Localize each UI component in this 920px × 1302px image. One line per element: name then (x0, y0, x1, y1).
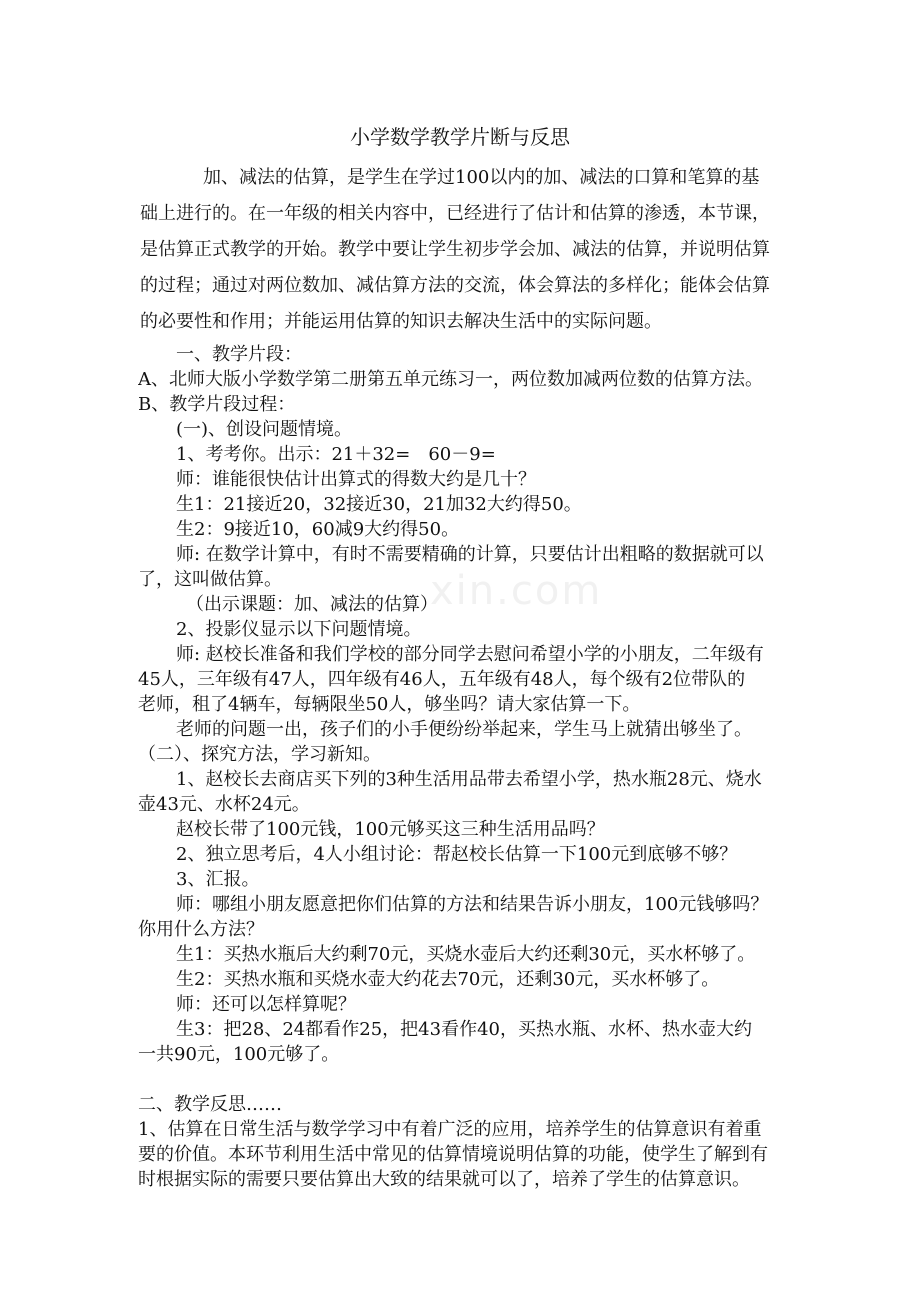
body-line: 生3：把28、24都看作25，把43看作40，买热水瓶、水杯、热水壶大约 (176, 1019, 752, 1040)
body-line: 师：谁能很快估计出算式的得数大约是几十？ (176, 469, 536, 490)
document-title: 小学数学教学片断与反思 (350, 125, 570, 149)
body-line: 师：还可以怎样算呢？ (176, 994, 356, 1015)
body-line: 老师的问题一出，孩子们的小手便纷纷举起来，学生马上就猜出够坐了。 (176, 719, 752, 740)
body-line: 45人，三年级有47人，四年级有46人，五年级有48人，每个级有2位带队的 (138, 669, 746, 690)
body-line: 老师，租了4辆车，每辆限坐50人，够坐吗？请大家估算一下。 (138, 694, 641, 715)
body-line: （出示课题：加、减法的估算） (186, 594, 438, 615)
body-line: 生1：买热水瓶后大约剩70元，买烧水壶后大约还剩30元，买水杯够了。 (176, 944, 756, 965)
body-line: 生2：9接近10，60减9大约得50。 (176, 519, 460, 540)
intro-line: 的必要性和作用；并能运用估算的知识去解决生活中的实际问题。 (140, 311, 662, 332)
body-line: 师：哪组小朋友愿意把你们估算的方法和结果告诉小朋友，100元钱够吗？ (176, 894, 769, 915)
body-line: 师: 在数学计算中，有时不需要精确的计算，只要估计出粗略的数据就可以 (176, 544, 764, 565)
subsection-heading: (一)、创设问题情境。 (176, 419, 353, 440)
reflection-line: 要的价值。本环节利用生活中常见的估算情境说明估算的功能，使学生了解到有 (138, 1144, 768, 1165)
reflection-line: 时根据实际的需要只要估算出大致的结果就可以了，培养了学生的估算意识。 (138, 1169, 750, 1190)
body-line: 壶43元、水杯24元。 (138, 794, 310, 815)
section-heading: 一、教学片段： (176, 344, 302, 365)
body-line: B、教学片段过程： (138, 394, 296, 415)
body-line: 3、汇报。 (176, 869, 260, 890)
subsection-heading: （二）、探究方法，学习新知。 (138, 744, 381, 765)
body-line: 1、考考你。出示：21＋32= 60－9= (176, 444, 496, 465)
body-line: 师: 赵校长准备和我们学校的部分同学去慰问希望小学的小朋友，二年级有 (176, 644, 764, 665)
body-line: 了，这叫做估算。 (138, 569, 282, 590)
body-line: A、北师大版小学数学第二册第五单元练习一，两位数加减两位数的估算方法。 (138, 369, 763, 390)
body-line: 生1：21接近20，32接近30，21加32大约得50。 (176, 494, 582, 515)
intro-line: 加、减法的估算，是学生在学过100以内的加、减法的口算和笔算的基 (203, 167, 760, 188)
body-line: 2、独立思考后，4人小组讨论：帮赵校长估算一下100元到底够不够？ (176, 844, 738, 865)
intro-line: 础上进行的。在一年级的相关内容中，已经进行了估计和估算的渗透，本节课， (140, 203, 770, 224)
watermark: xin.com (430, 568, 603, 614)
body-line: 赵校长带了100元钱，100元够买这三种生活用品吗？ (176, 819, 605, 840)
body-line: 你用什么方法？ (138, 919, 264, 940)
body-line: 2、投影仪显示以下问题情境。 (176, 619, 422, 640)
intro-line: 的过程；通过对两位数加、减估算方法的交流，体会算法的多样化；能体会估算 (140, 275, 770, 296)
body-line: 1、赵校长去商店买下列的3种生活用品带去希望小学，热水瓶28元、烧水 (176, 769, 762, 790)
reflection-line: 1、估算在日常生活与数学学习中有着广泛的应用，培养学生的估算意识有着重 (138, 1119, 762, 1140)
body-line: 一共90元，100元够了。 (138, 1044, 340, 1065)
intro-line: 是估算正式教学的开始。教学中要让学生初步学会加、减法的估算，并说明估算 (140, 239, 770, 260)
body-line: 生2：买热水瓶和买烧水壶大约花去70元，还剩30元，买水杯够了。 (176, 969, 720, 990)
section-heading: 二、教学反思…… (138, 1094, 282, 1115)
